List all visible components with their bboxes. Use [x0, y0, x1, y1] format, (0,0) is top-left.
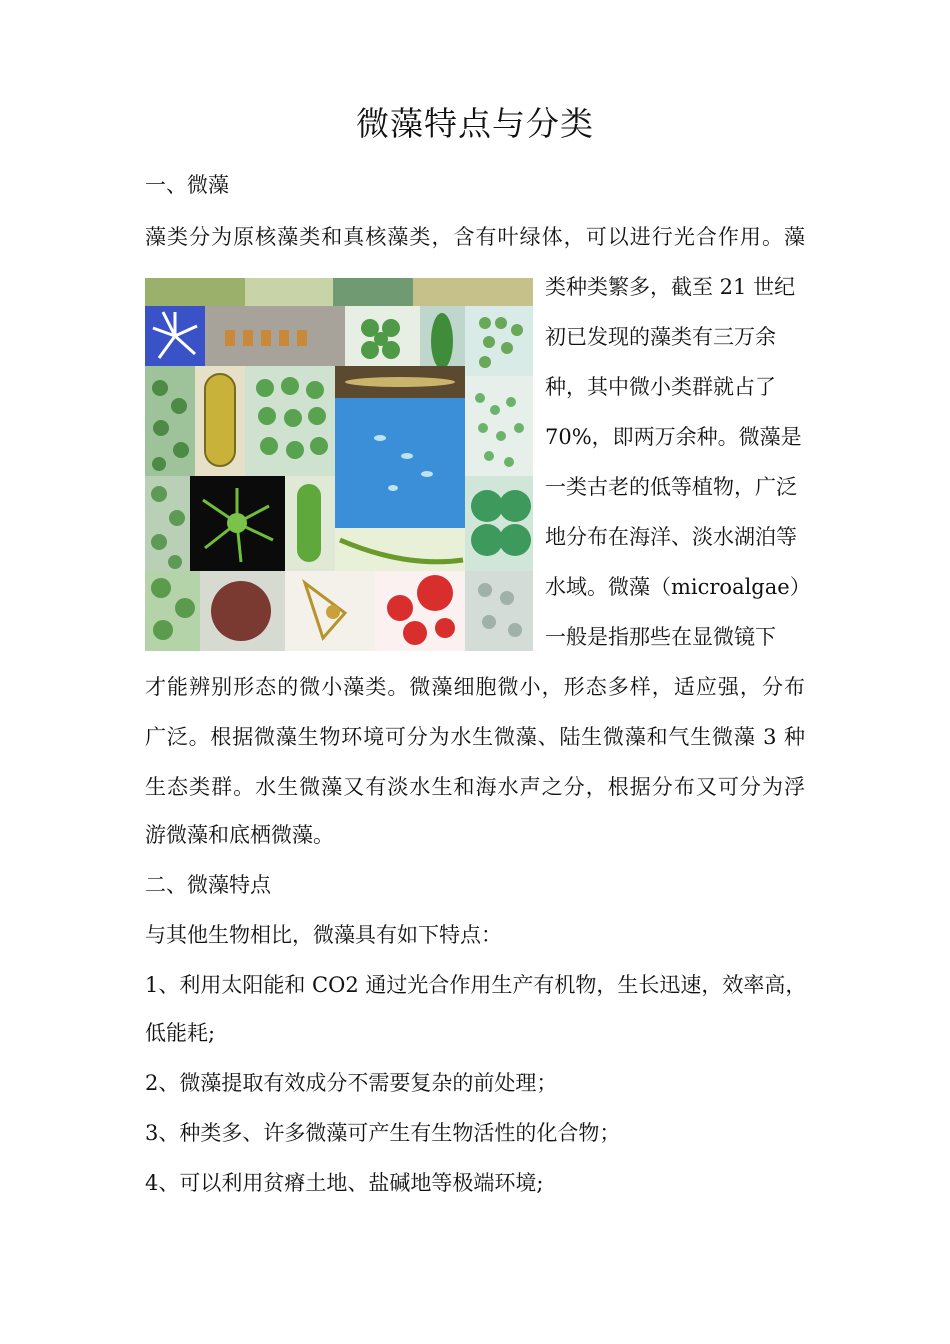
feature-item: 低能耗; — [145, 1021, 216, 1045]
paragraph-line: 一般是指那些在显微镜下 — [545, 625, 776, 649]
paragraph-line: 才能辨别形态的微小藻类。微藻细胞微小，形态多样，适应强，分布 — [145, 675, 805, 699]
feature-item: 3、种类多、许多微藻可产生有生物活性的化合物； — [145, 1121, 621, 1145]
paragraph-line: 广泛。根据微藻生物环境可分为水生微藻、陆生微藻和气生微藻 3 种 — [145, 725, 805, 749]
feature-item: 1、利用太阳能和 CO2 通过光合作用生产有机物，生长迅速，效率高， — [145, 973, 807, 997]
paragraph-line: 种，其中微小类群就占了 — [545, 375, 776, 399]
paragraph-line: 游微藻和底栖微藻。 — [145, 823, 334, 847]
document-title: 微藻特点与分类 — [356, 104, 594, 143]
paragraph-line: 生态类群。水生微藻又有淡水生和海水声之分，根据分布又可分为浮 — [145, 775, 805, 799]
section-heading-microalgae: 一、微藻 — [145, 173, 229, 197]
feature-item: 2、微藻提取有效成分不需要复杂的前处理； — [145, 1071, 558, 1095]
microalgae-image-mosaic — [145, 278, 533, 651]
paragraph-line: 初已发现的藻类有三万余 — [545, 325, 776, 349]
paragraph-line: 一类古老的低等植物，广泛 — [545, 475, 797, 499]
paragraph-line: 地分布在海洋、淡水湖泊等 — [545, 525, 797, 549]
paragraph-line: 70%，即两万余种。微藻是 — [545, 425, 802, 449]
paragraph-line: 类种类繁多，截至 21 世纪 — [545, 275, 796, 299]
paragraph-line: 水域。微藻（microalgae） — [545, 575, 811, 599]
features-intro: 与其他生物相比，微藻具有如下特点： — [145, 923, 502, 947]
paragraph-line: 藻类分为原核藻类和真核藻类，含有叶绿体，可以进行光合作用。藻 — [145, 225, 805, 249]
section-heading-features: 二、微藻特点 — [145, 873, 271, 897]
feature-item: 4、可以利用贫瘠土地、盐碱地等极端环境; — [145, 1171, 544, 1195]
